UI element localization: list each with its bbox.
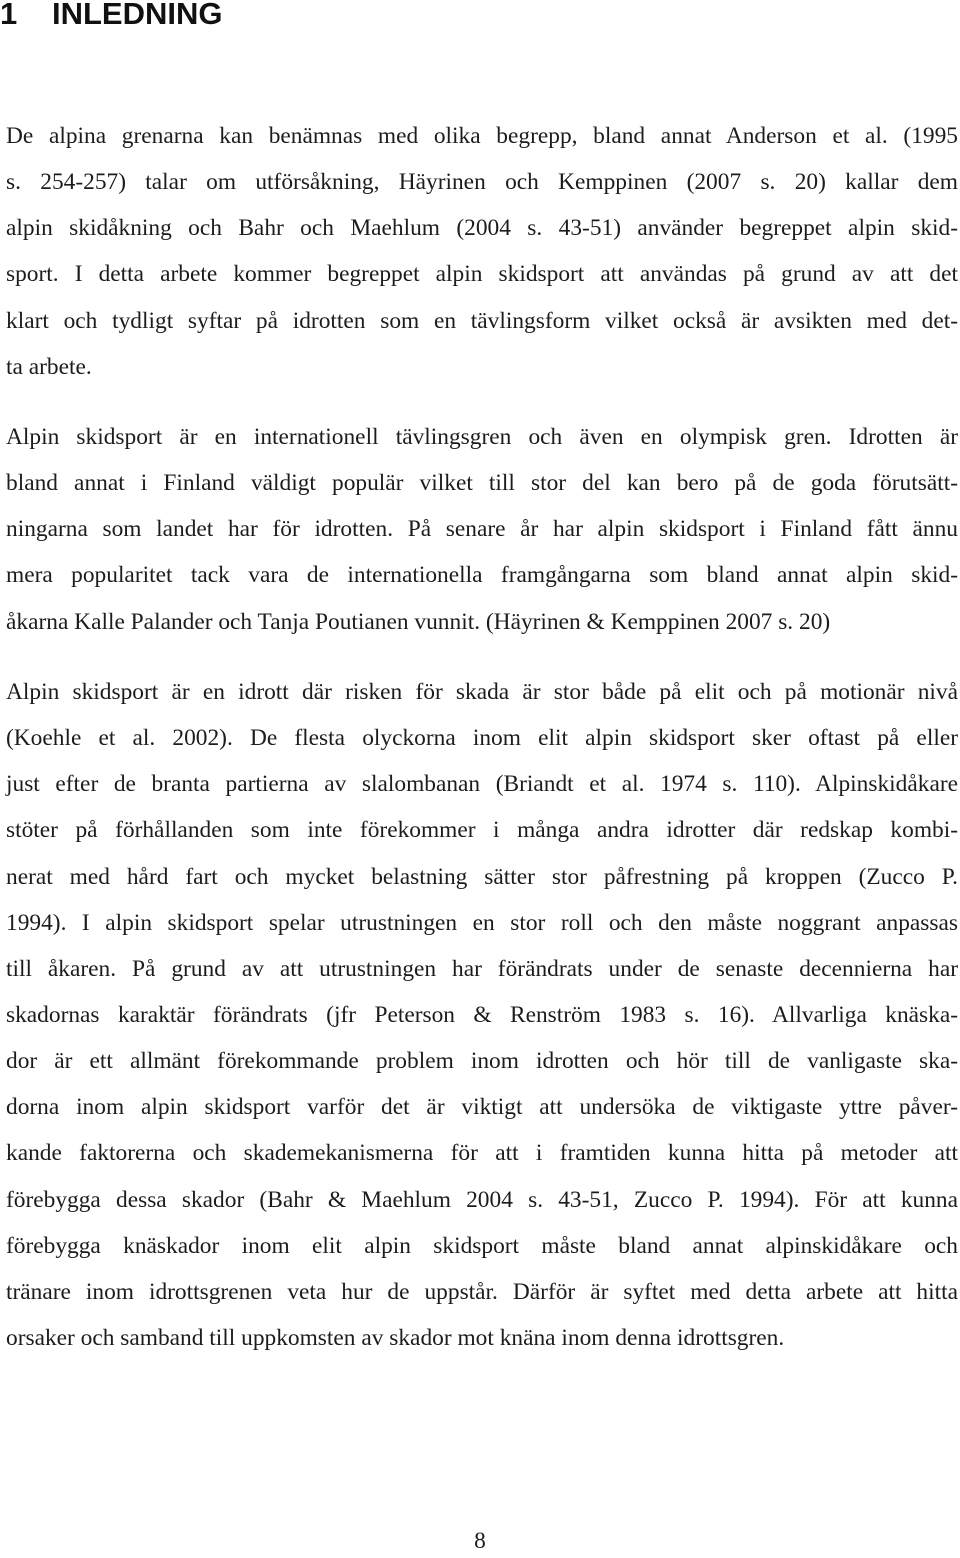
text-line: dor är ett allmänt förekommande problem inom idrotten och hör till de vanligaste ska- — [6, 1048, 958, 1075]
paragraph-1 — [6, 113, 958, 390]
text-line: tränare inom idrottsgrenen veta hur de uppstår. Därför är syftet med detta arbete att hitta — [6, 1278, 958, 1305]
text-line: till åkaren. På grund av att utrustningen har förändrats under de senaste decennierna har — [6, 955, 958, 982]
text-line: kande faktorerna och skademekanismerna för att i framtiden kunna hitta på metoder att — [6, 1140, 958, 1167]
text-line: ta arbete. — [6, 353, 92, 380]
text-line: s. 254-257) talar om utförsåkning, Häyrinen och Kemppinen (2007 s. 20) kallar dem — [6, 169, 958, 196]
text-line: förebygga knäskador inom elit alpin skidsport måste bland annat alpinskidåkare och — [6, 1232, 958, 1259]
text-line: De alpina grenarna kan benämnas med olika begrepp, bland annat Anderson et al. (1995 — [6, 123, 958, 149]
text-line: nerat med hård fart och mycket belastning sätter stor påfrestning på kroppen (Zucco P. — [6, 863, 958, 890]
chapter-title: INLEDNING — [52, 0, 223, 31]
text-line: åkarna Kalle Palander och Tanja Poutianen vunnit. (Häyrinen & Kemppinen 2007 s. 20) — [6, 608, 831, 635]
paragraph-2 — [6, 414, 958, 645]
text-line: just efter de branta partierna av slalombanan (Briandt et al. 1974 s. 110). Alpinskidåkare — [6, 771, 958, 798]
text-line: Alpin skidsport är en idrott där risken för skada är stor både på elit och på motionär nivå — [6, 679, 958, 705]
text-line: Alpin skidsport är en internationell tävlingsgren och även en olympisk gren. Idrotten är — [6, 424, 958, 450]
text-line: klart och tydligt syftar på idrotten som en tävlingsform vilket också är avsikten med det- — [6, 307, 958, 334]
text-line: dorna inom alpin skidsport varför det är viktigt att undersöka de viktigaste yttre påver- — [6, 1094, 958, 1121]
text-line: skadornas karaktär förändrats (jfr Peterson & Renström 1983 s. 16). Allvarliga knäska- — [6, 1001, 958, 1028]
paragraph-3 — [6, 669, 958, 1361]
text-line: stöter på förhållanden som inte förekommer i många andra idrotter där redskap kombi- — [6, 817, 958, 844]
text-line: 1994). I alpin skidsport spelar utrustningen en stor roll och den måste noggrant anpassas — [6, 909, 958, 936]
text-line: orsaker och samband till uppkomsten av skador mot knäna inom denna idrottsgren. — [6, 1324, 785, 1351]
page-number: 8 — [474, 1528, 486, 1554]
text-line: alpin skidåkning och Bahr och Maehlum (2004 s. 43-51) använder begreppet alpin skid- — [6, 215, 958, 242]
text-line: (Koehle et al. 2002). De flesta olyckorna inom elit alpin skidsport sker oftast på eller — [6, 725, 958, 752]
text-line: mera popularitet tack vara de internationella framgångarna som bland annat alpin skid- — [6, 562, 958, 589]
text-line: förebygga dessa skador (Bahr & Maehlum 2004 s. 43-51, Zucco P. 1994). För att kunna — [6, 1186, 958, 1213]
chapter-number: 1 — [0, 0, 18, 31]
text-line: bland annat i Finland väldigt populär vilket till stor del kan bero på de goda förutsätt- — [6, 470, 958, 497]
text-line: ningarna som landet har för idrotten. På senare år har alpin skidsport i Finland fått ännu — [6, 516, 958, 543]
text-line: sport. I detta arbete kommer begreppet alpin skidsport att användas på grund av att det — [6, 261, 958, 288]
chapter-heading — [0, 0, 223, 34]
